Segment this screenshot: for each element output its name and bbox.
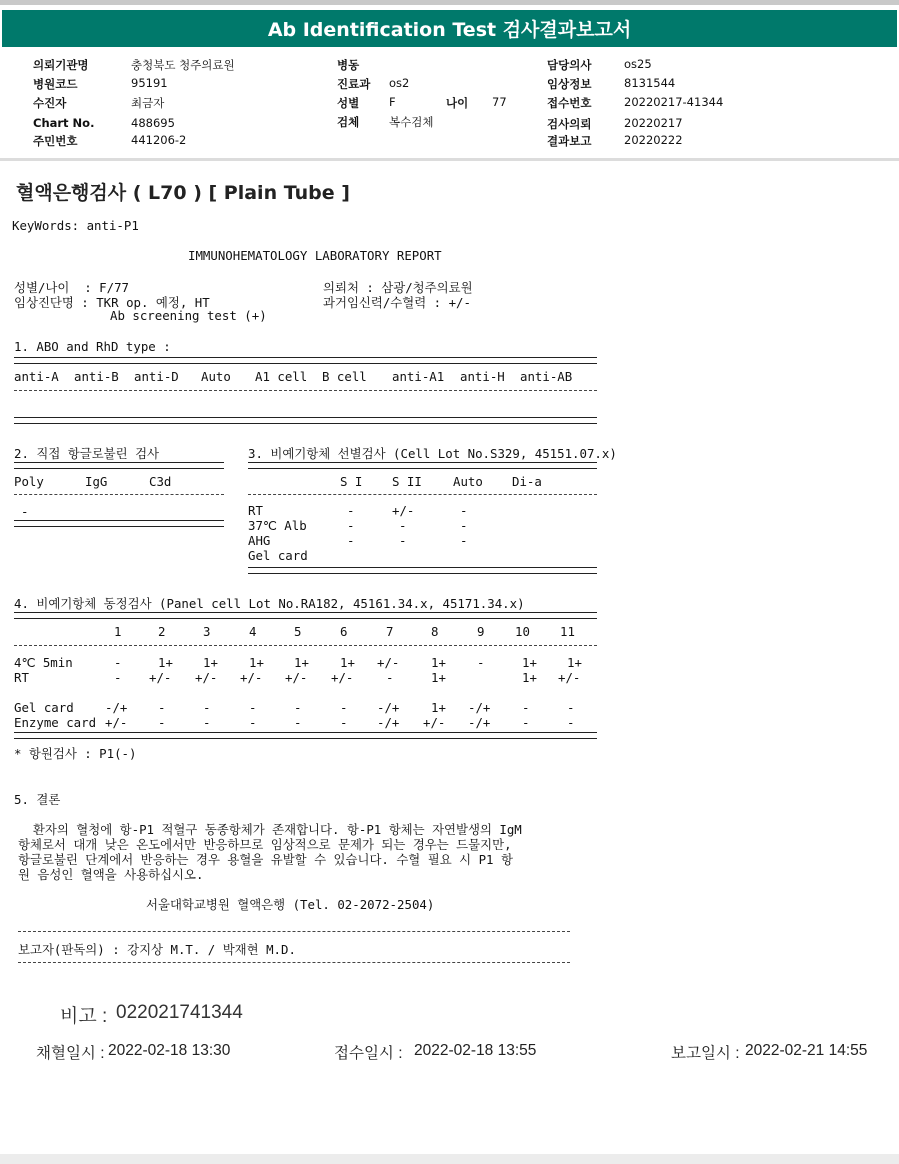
panel-cell: 1+ [567,655,582,670]
panel-cell: -/+ [377,715,400,730]
panel-col: 11 [560,624,575,639]
info-value: 8131544 [624,76,676,90]
panel-row-label: 4℃ 5min [14,655,73,670]
panel-cell: - [249,700,257,715]
info-value: 20220217 [624,116,683,130]
screen-col: S II [392,474,422,489]
info-label: 진료과 [337,77,371,91]
section-title: 혈액은행검사 ( L70 ) [ Plain Tube ] [16,182,350,204]
panel-cell: - [340,700,348,715]
hospital-contact: 서울대학교병원 혈액은행 (Tel. 02-2072-2504) [146,897,435,912]
screen-title: 3. 비예기항체 선별검사 (Cell Lot No.S329, 45151.07.x) [248,446,617,461]
info-value: os25 [624,57,652,71]
reported-label: 보고일시 : [671,1045,740,1062]
panel-cell: - [203,715,211,730]
screen-row-label: Gel card [248,548,308,563]
panel-cell: 1+ [203,655,218,670]
divider [248,494,597,495]
divider [18,962,570,963]
sex-age: 성별/나이 : F/77 [14,280,130,295]
panel-cell: - [249,715,257,730]
divider [14,732,597,739]
panel-col: 10 [515,624,530,639]
screen-row-label: AHG [248,533,271,548]
info-value: 최금자 [131,96,165,110]
panel-col: 8 [431,624,439,639]
info-label: Chart No. [33,116,95,130]
screen-cell: - [460,533,468,548]
divider [14,520,224,527]
reporter: 보고자(판독의) : 강지상 M.T. / 박재현 M.D. [18,942,296,957]
divider [14,612,597,619]
conclusion-line: 항체로서 대개 낮은 온도에서만 반응하므로 임상적으로 문제가 되는 경우는 드물지만, [18,837,512,852]
info-label: 병동 [337,58,360,72]
bottom-edge [0,1154,899,1164]
info-value: 77 [492,95,507,109]
report-title: Ab Identification Test 검사결과보고서 [267,19,632,41]
panel-cell: -/+ [468,700,491,715]
panel-row-label: Enzyme card [14,715,97,730]
info-label: 주민번호 [33,134,78,148]
panel-cell: - [294,715,302,730]
info-label: 임상정보 [547,77,592,91]
info-label: 검사의뢰 [547,117,592,131]
info-value: os2 [389,76,410,90]
panel-cell: 1+ [522,655,537,670]
panel-title: 4. 비예기항체 동정검사 (Panel cell Lot No.RA182, 45161.34.x, 45171.34.x) [14,596,525,611]
panel-cell: +/- [377,655,400,670]
panel-cell: - [567,700,575,715]
dat-col: Poly [14,474,44,489]
remark-value: 022021741344 [116,1002,243,1023]
remark-label: 비고 : [60,1006,108,1027]
collected-value: 2022-02-18 13:30 [108,1042,231,1059]
screen-col: Di-a [512,474,542,489]
panel-col: 1 [114,624,122,639]
received-label: 접수일시 : [334,1045,403,1062]
conclusion-line: 원 음성인 혈액을 사용하십시오. [18,867,204,882]
panel-cell: - [340,715,348,730]
panel-cell: - [294,700,302,715]
keywords: KeyWords: anti-P1 [12,218,139,233]
conclusion-line: 항글로불린 단계에서 반응하는 경우 용혈을 유발할 수 있습니다. 수혈 필요 시 P1 항 [18,852,513,867]
info-label: 수진자 [33,96,67,110]
panel-cell: +/- [423,715,446,730]
divider [0,158,899,161]
diagnosis: 임상진단명 : TKR op. 예정, HT [14,295,210,310]
collected-label: 채혈일시 : [36,1045,105,1062]
panel-cell: +/- [195,670,218,685]
panel-col: 6 [340,624,348,639]
panel-cell: 1+ [522,670,537,685]
panel-cell: +/- [149,670,172,685]
panel-cell: 1+ [158,655,173,670]
received-value: 2022-02-18 13:55 [414,1042,537,1059]
divider [14,462,224,469]
info-value: 복수검체 [389,115,434,129]
panel-cell: - [114,655,122,670]
panel-cell: - [567,715,575,730]
screen-cell: - [347,533,355,548]
abo-col: anti-B [74,369,119,384]
panel-cell: +/- [105,715,128,730]
history: 과거임신력/수혈력 : +/- [323,295,471,310]
abo-col: B cell [322,369,367,384]
panel-cell: - [477,655,485,670]
panel-col: 4 [249,624,257,639]
dat-value: - [21,504,29,519]
panel-col: 5 [294,624,302,639]
panel-cell: - [158,715,166,730]
panel-col: 7 [386,624,394,639]
report-header [2,10,897,47]
screen-cell: - [347,518,355,533]
info-label: 결과보고 [547,134,592,148]
abo-title: 1. ABO and RhD type : [14,339,171,354]
divider [14,390,597,391]
panel-cell: 1+ [294,655,309,670]
abo-col: A1 cell [255,369,308,384]
panel-cell: +/- [558,670,581,685]
panel-cell: - [158,700,166,715]
dat-col: C3d [149,474,172,489]
panel-cell: -/+ [105,700,128,715]
screen-cell: - [399,533,407,548]
info-label: 검체 [337,115,360,129]
screening-note: Ab screening test (+) [110,308,267,323]
screen-col: S I [340,474,363,489]
screen-col: Auto [453,474,483,489]
panel-cell: - [203,700,211,715]
info-value: 441206-2 [131,133,187,147]
info-value: 20220217-41344 [624,95,724,109]
info-value: 20220222 [624,133,683,147]
info-label: 성별 [337,96,360,110]
screen-cell: +/- [392,503,415,518]
info-label: 담당의사 [547,58,592,72]
dat-title: 2. 직접 항글로불린 검사 [14,446,160,461]
screen-cell: - [460,503,468,518]
divider [248,567,597,574]
panel-cell: - [386,670,394,685]
panel-cell: -/+ [468,715,491,730]
panel-cell: - [522,700,530,715]
conclusion-title: 5. 결론 [14,792,61,807]
info-value: 488695 [131,116,175,130]
top-scroll-edge [0,0,899,5]
panel-col: 2 [158,624,166,639]
info-label: 의뢰기관명 [33,58,89,72]
panel-cell: - [114,670,122,685]
abo-col: anti-D [134,369,179,384]
abo-col: anti-AB [520,369,573,384]
panel-cell: +/- [240,670,263,685]
info-value: F [389,95,396,109]
conclusion-line: 환자의 혈청에 항-P1 적혈구 동종항체가 존재합니다. 항-P1 항체는 자연발생의 IgM [18,822,522,837]
screen-row-label: 37℃ Alb [248,518,307,533]
screen-cell: - [460,518,468,533]
info-value: 95191 [131,76,168,90]
panel-cell: 1+ [340,655,355,670]
antigen-test: * 항원검사 : P1(-) [14,746,137,761]
panel-cell: +/- [331,670,354,685]
divider [14,357,597,364]
divider [18,931,570,932]
divider [248,462,597,469]
screen-cell: - [399,518,407,533]
panel-cell: - [522,715,530,730]
panel-col: 3 [203,624,211,639]
divider [14,494,224,495]
panel-row-label: RT [14,670,29,685]
abo-col: Auto [201,369,231,384]
screen-row-label: RT [248,503,263,518]
info-value: 충청북도 청주의료원 [131,58,235,72]
lab-title: IMMUNOHEMATOLOGY LABORATORY REPORT [188,248,442,263]
divider [14,645,597,646]
panel-cell: -/+ [377,700,400,715]
screen-cell: - [347,503,355,518]
abo-col: anti-A [14,369,59,384]
panel-row-label: Gel card [14,700,74,715]
requester: 의뢰처 : 삼광/청주의료원 [323,280,473,295]
panel-cell: 1+ [431,700,446,715]
panel-cell: +/- [285,670,308,685]
info-label: 접수번호 [547,96,592,110]
panel-cell: 1+ [431,670,446,685]
panel-cell: 1+ [249,655,264,670]
dat-col: IgG [85,474,108,489]
info-label: 나이 [446,96,469,110]
reported-value: 2022-02-21 14:55 [745,1042,868,1059]
abo-col: anti-H [460,369,505,384]
abo-col: anti-A1 [392,369,445,384]
info-label: 병원코드 [33,77,78,91]
panel-cell: 1+ [431,655,446,670]
divider [14,417,597,424]
panel-col: 9 [477,624,485,639]
